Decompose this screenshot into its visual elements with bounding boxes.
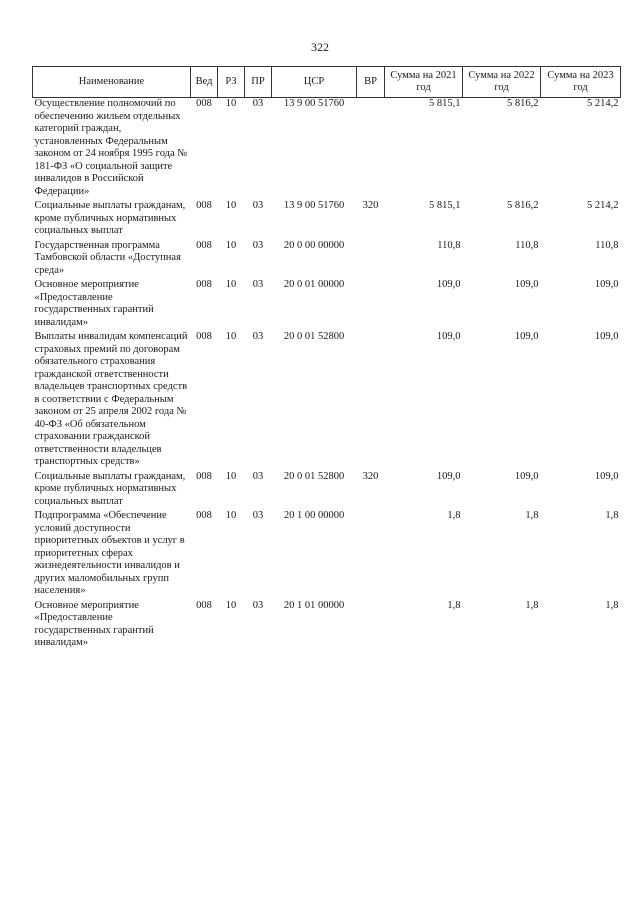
cell-name: Осуществление полномочий по обеспечению жильем отдельных категорий граждан, установленных Федеральным законом от 24 ноября 1995 года № 181-ФЗ «О социальной защите инвалидов в Российской Федерации» <box>34 98 188 197</box>
cell-ved: 008 <box>196 279 212 290</box>
header-rz: РЗ <box>218 67 245 98</box>
cell-ved: 008 <box>196 510 212 521</box>
cell-vr <box>357 600 385 652</box>
table-row <box>33 200 621 240</box>
cell-sum-2021: 1,8 <box>447 510 461 521</box>
cell-sum-2021: 1,8 <box>447 599 461 611</box>
cell-pr: 03 <box>252 98 264 109</box>
cell-vr: 320 <box>362 200 379 211</box>
cell-csr: 13 9 00 51760 <box>283 98 345 109</box>
cell-sum-2022: 1,8 <box>525 510 539 521</box>
cell-name: Основное мероприятие «Предоставление государственных гарантий инвалидам» <box>34 599 154 648</box>
cell-sum-2022: 110,8 <box>515 239 539 251</box>
cell-sum-2021: 109,0 <box>436 470 461 482</box>
cell-rz: 10 <box>225 239 237 251</box>
header-name: Наименование <box>33 67 191 98</box>
cell-sum-2022: 109,0 <box>514 331 539 342</box>
cell-rz: 10 <box>225 331 237 342</box>
table-row <box>33 510 621 600</box>
cell-name: Подпрограмма «Обеспечение условий доступности приоритетных объектов и услуг в приоритетных сферах жизнедеятельности инвалидов и других маломобильных групп населения» <box>34 510 185 596</box>
cell-ved: 008 <box>196 239 212 251</box>
cell-pr: 03 <box>252 279 264 290</box>
header-vr: ВР <box>357 67 385 98</box>
cell-vr <box>357 279 385 331</box>
cell-sum-2023: 1,8 <box>605 510 619 521</box>
cell-sum-2023: 109,0 <box>594 331 619 342</box>
cell-rz: 10 <box>225 200 237 211</box>
cell-sum-2023: 5 214,2 <box>587 200 619 211</box>
table-row <box>33 331 621 471</box>
header-sum-2021: Сумма на 2021 год <box>385 67 463 98</box>
header-ved: Вед <box>191 67 218 98</box>
cell-ved: 008 <box>196 200 212 211</box>
cell-pr: 03 <box>252 331 264 342</box>
cell-sum-2022: 1,8 <box>525 599 539 611</box>
cell-pr: 03 <box>252 239 264 251</box>
cell-pr: 03 <box>252 470 264 482</box>
cell-ved: 008 <box>196 599 212 611</box>
cell-pr: 03 <box>252 599 264 611</box>
cell-csr: 20 1 00 00000 <box>283 510 345 521</box>
cell-vr <box>357 98 385 201</box>
table-row <box>33 279 621 331</box>
cell-sum-2021: 5 815,1 <box>429 200 461 211</box>
table-row <box>33 471 621 511</box>
cell-rz: 10 <box>225 279 237 290</box>
budget-table <box>32 66 621 652</box>
cell-rz: 10 <box>225 510 237 521</box>
header-csr: ЦСР <box>272 67 357 98</box>
cell-rz: 10 <box>225 470 237 482</box>
cell-csr: 13 9 00 51760 <box>283 200 345 211</box>
cell-name: Основное мероприятие «Предоставление государственных гарантий инвалидам» <box>34 279 154 328</box>
cell-sum-2022: 109,0 <box>514 470 539 482</box>
cell-sum-2023: 110,8 <box>595 239 619 251</box>
cell-sum-2023: 1,8 <box>605 599 619 611</box>
table-row <box>33 98 621 201</box>
table-header <box>33 67 621 98</box>
cell-csr: 20 0 00 00000 <box>283 239 345 251</box>
cell-sum-2023: 109,0 <box>594 470 619 482</box>
cell-sum-2022: 5 816,2 <box>507 98 539 109</box>
cell-name: Социальные выплаты гражданам, кроме публичных нормативных социальных выплат <box>34 200 186 236</box>
cell-rz: 10 <box>225 599 237 611</box>
cell-vr <box>357 240 385 280</box>
cell-csr: 20 0 01 52800 <box>283 331 345 342</box>
cell-sum-2021: 109,0 <box>436 331 461 342</box>
cell-vr <box>357 331 385 471</box>
cell-rz: 10 <box>225 98 237 109</box>
cell-pr: 03 <box>252 510 264 521</box>
header-pr: ПР <box>245 67 272 98</box>
cell-sum-2023: 5 214,2 <box>587 98 619 109</box>
cell-csr: 20 1 01 00000 <box>283 599 345 611</box>
cell-sum-2021: 109,0 <box>436 279 461 290</box>
cell-csr: 20 0 01 00000 <box>283 279 345 290</box>
cell-vr: 320 <box>362 470 379 482</box>
cell-ved: 008 <box>196 470 212 482</box>
header-sum-2023: Сумма на 2023 год <box>541 67 621 98</box>
cell-vr <box>357 510 385 600</box>
cell-name: Выплаты инвалидам компенсаций страховых премий по договорам обязательного страхования гражданской ответственности владельцев транспортных средств в соответствии с Федеральным законом от 25 апреля 2002 года № 40-ФЗ «Об обязательном страховании гражданской ответственности владельцев транспортных средств» <box>34 331 188 467</box>
cell-ved: 008 <box>196 331 212 342</box>
cell-sum-2022: 109,0 <box>514 279 539 290</box>
cell-pr: 03 <box>252 200 264 211</box>
page-number: 322 <box>311 40 329 54</box>
header-sum-2022: Сумма на 2022 год <box>463 67 541 98</box>
table-body <box>33 98 621 652</box>
table-row <box>33 600 621 652</box>
table-row <box>33 240 621 280</box>
cell-ved: 008 <box>196 98 212 109</box>
cell-sum-2023: 109,0 <box>594 279 619 290</box>
cell-name: Социальные выплаты гражданам, кроме публичных нормативных социальных выплат <box>34 470 186 507</box>
cell-sum-2022: 5 816,2 <box>507 200 539 211</box>
cell-csr: 20 0 01 52800 <box>283 470 345 482</box>
cell-name: Государственная программа Тамбовской области «Доступная среда» <box>34 239 181 276</box>
cell-sum-2021: 110,8 <box>437 239 461 251</box>
cell-sum-2021: 5 815,1 <box>429 98 461 109</box>
